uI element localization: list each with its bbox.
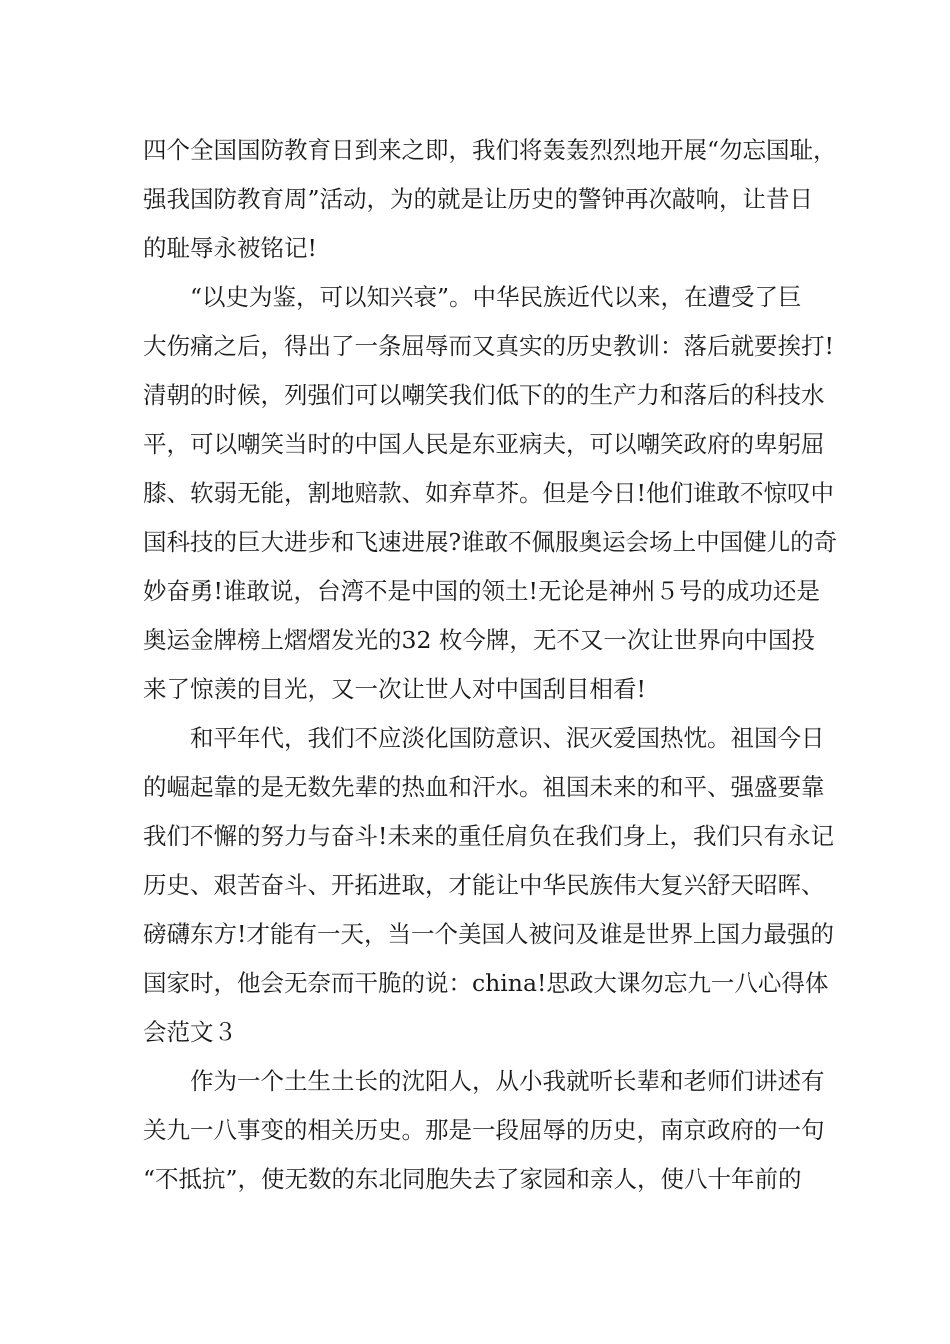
text-line: 膝、软弱无能，割地赔款、如弃草芥。但是今日!他们谁敢不惊叹中 <box>143 479 834 507</box>
text-line: 历史、艰苦奋斗、开拓进取，才能让中华民族伟大复兴舒天昭晖、 <box>143 871 825 899</box>
text-line: 强我国防教育周”活动，为的就是让历史的警钟再次敲响，让昔日 <box>143 185 814 213</box>
text-line: 来了惊羡的目光，又一次让世人对中国刮目相看! <box>143 675 646 703</box>
text-line: 和平年代，我们不应淡化国防意识、泯灭爱国热忱。祖国今日 <box>190 724 825 752</box>
text-line: 四个全国国防教育日到来之即，我们将轰轰烈烈地开展“勿忘国耻， <box>143 136 837 164</box>
text-line: 国科技的巨大进步和飞速进展?谁敢不佩服奥运会场上中国健儿的奇 <box>143 528 838 556</box>
text-line: “以史为鉴，可以知兴衰”。中华民族近代以来，在遭受了巨 <box>190 283 802 311</box>
text-line: 平，可以嘲笑当时的中国人民是东亚病夫，可以嘲笑政府的卑躬屈 <box>143 430 825 458</box>
text-line: 清朝的时候，列强们可以嘲笑我们低下的的生产力和落后的科技水 <box>143 381 825 409</box>
text-line: 奥运金牌榜上熠熠发光的32 枚今牌，无不又一次让世界向中国投 <box>143 626 815 654</box>
text-line: 会范文３ <box>143 1018 237 1046</box>
text-line: 关九一八事变的相关历史。那是一段屈辱的历史，南京政府的一句 <box>143 1116 825 1144</box>
text-line: 磅礴东方!才能有一天，当一个美国人被问及谁是世界上国力最强的 <box>143 920 834 948</box>
text-line: 妙奋勇!谁敢说，台湾不是中国的领土!无论是神州５号的成功还是 <box>143 577 820 605</box>
text-line: 大伤痛之后，得出了一条屈辱而又真实的历史教训：落后就要挨打! <box>143 332 834 360</box>
text-line: 的耻辱永被铭记! <box>143 234 317 262</box>
text-line: 我们不懈的努力与奋斗!未来的重任肩负在我们身上，我们只有永记 <box>143 822 834 850</box>
text-line: 作为一个土生土长的沈阳人，从小我就听长辈和老师们讲述有 <box>190 1067 825 1095</box>
text-line: 的崛起靠的是无数先辈的热血和汗水。祖国未来的和平、强盛要靠 <box>143 773 825 801</box>
text-line: “不抵抗”，使无数的东北同胞失去了家园和亲人，使八十年前的 <box>143 1165 802 1193</box>
text-line: 国家时，他会无奈而干脆的说：china!思政大课勿忘九一八心得体 <box>143 969 829 997</box>
